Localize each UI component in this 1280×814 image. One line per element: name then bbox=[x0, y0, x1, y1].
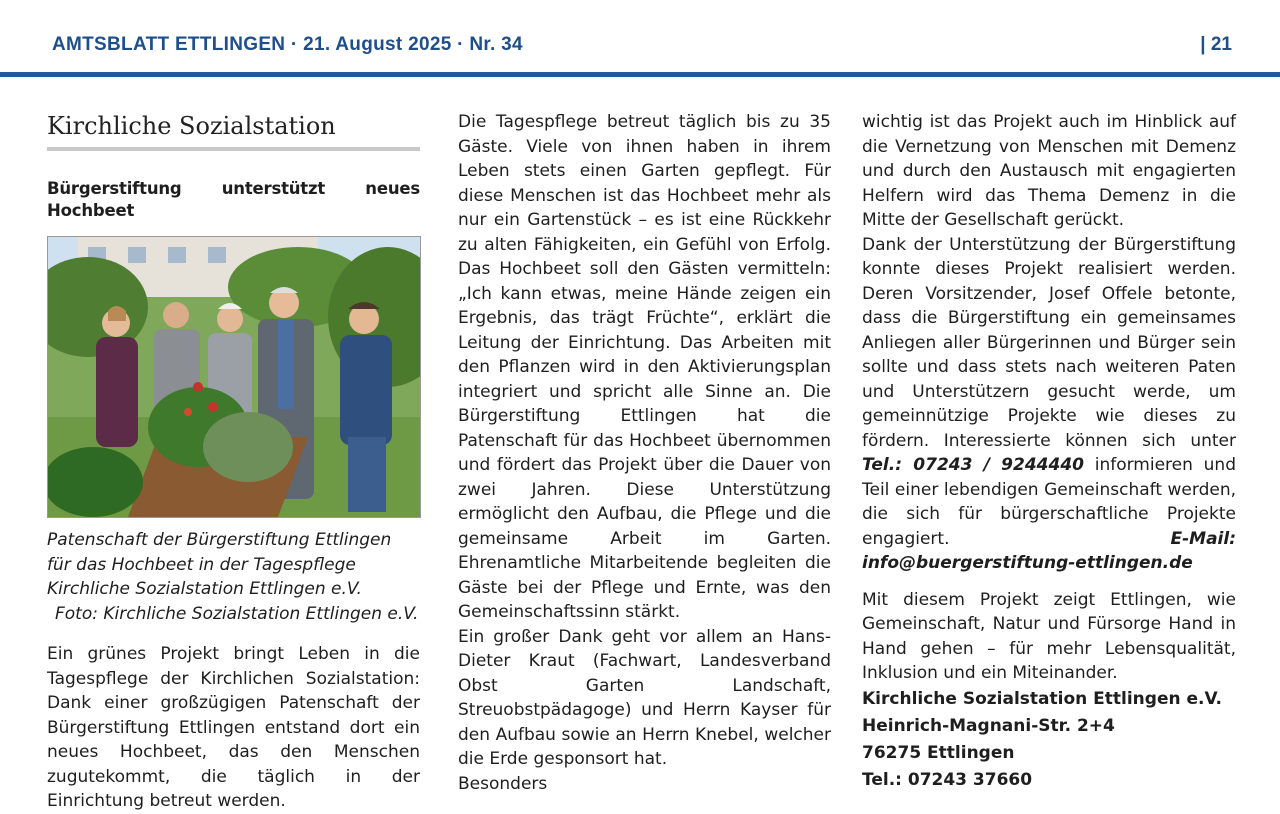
article-headline: Bürgerstiftung unterstützt neues Hochbeet bbox=[47, 179, 420, 220]
header-divider bbox=[0, 72, 1280, 77]
phone-number: Tel.: 07243 / 9244440 bbox=[862, 455, 1084, 475]
article-photo bbox=[47, 236, 421, 518]
address-tel: Tel.: 07243 37660 bbox=[862, 769, 1033, 790]
paragraph-importance-text: Besonders bbox=[458, 773, 548, 794]
contact-address bbox=[862, 686, 1236, 794]
column-1 bbox=[47, 110, 420, 814]
page-number: | 21 bbox=[1200, 34, 1232, 55]
photo-credit: Foto: Kirchliche Sozialstation Ettlingen e.V. bbox=[55, 603, 419, 624]
address-street: Heinrich-Magnani-Str. 2+4 bbox=[862, 715, 1115, 736]
column-2 bbox=[458, 110, 831, 796]
email-address: E-Mail: info@buergerstiftung-ettlingen.de bbox=[862, 528, 1236, 573]
photo-caption bbox=[47, 528, 420, 626]
address-name: Kirchliche Sozialstation Ettlingen e.V. bbox=[862, 688, 1222, 709]
paragraph-thanks: Ein großer Dank geht vor allem an Hans-Dieter Kraut (Fachwart, Landesverband Obst Garten Landschaft, Streuobstpädagoge) und Herrn Kayser für den Aufbau sowie an Herrn Knebel, welcher die Erde gesponsort hat. bbox=[458, 626, 831, 769]
support-text-b: informieren und Teil einer lebendigen Gemeinschaft werden, die sich für bürgerschaftliche Projekte engagiert. bbox=[862, 455, 1236, 549]
group-photo-image bbox=[48, 237, 420, 517]
paragraph-tagespflege: Die Tagespflege betreut täglich bis zu 35 Gäste. Viele von ihnen haben in ihrem Leben stets einen Garten gepflegt. Für diese Menschen ist das Hochbeet mehr als nur ein Gartenstück – es ist eine Rückkehr zu alten Fähigkeiten, ein Gefühl von Erfolg. Das Hochbeet soll den Gästen vermitteln: „Ich kann etwas, meine Hände zeigen ein Ergebnis, das trägt Früchte“, erklärt die Leitung der Einrichtung. Das Arbeiten mit den Pflanzen wird in den Aktivierungsplan integriert und spricht alle Sinne an. Die Bürgerstiftung Ettlingen hat die Patenschaft für das Hochbeet übernommen und fördert das Projekt über die Dauer von zwei Jahren. Diese Unterstützung ermöglicht den Aufbau, die Pflege und die gemeinsame Arbeit im Garten. Ehrenamtliche Mitarbeitende begleiten die Gäste bei der Pflege und Ernte, was den Gemeinschaftssinn stärkt. bbox=[458, 112, 831, 622]
paragraph-intro: Ein grünes Projekt bringt Leben in die Tagespflege der Kirchlichen Sozialstation: Dank einer großzügigen Patenschaft der Bürgerstiftung Ettlingen entstand dort ein neues Hochbeet, das den Menschen zugutekommt, die täglich in der Einrichtung betreut werden. bbox=[47, 644, 420, 811]
paragraph-importance-continued: wichtig ist das Projekt auch im Hinblick auf die Vernetzung von Menschen mit Demenz und durch den Austausch mit engagierten Helfern wird das Thema Demenz in die Mitte der Gesellschaft gerückt. bbox=[862, 112, 1236, 230]
section-title: Kirchliche Sozialstation bbox=[47, 112, 420, 151]
address-city: 76275 Ettlingen bbox=[862, 742, 1015, 763]
paragraph-importance bbox=[458, 772, 831, 797]
publication-info: AMTSBLATT ETTLINGEN · 21. August 2025 · Nr. 34 bbox=[52, 34, 523, 55]
page-header bbox=[0, 0, 1280, 78]
paragraph-closing: Mit diesem Projekt zeigt Ettlingen, wie Gemeinschaft, Natur und Fürsorge Hand in Hand gehen – für mehr Lebensqualität, Inklusion und ein Miteinander. bbox=[862, 589, 1236, 683]
caption-text: Patenschaft der Bürgerstiftung Ettlingen für das Hochbeet in der Tagespflege Kirchliche Sozialstation Ettlingen e.V. bbox=[47, 530, 392, 599]
support-text-a: Dank der Unterstützung der Bürgerstiftung konnte dieses Projekt realisiert werden. Deren Vorsitzender, Josef Offele betonte, dass die Bürgerstiftung ein gemeinsames Anliegen aller Bürgerinnen und Bürger sein sollte und dass stets nach weiteren Paten und Unterstützern gesucht werde, um gemeinnützige Projekte wie dieses zu fördern. Interessierte können sich unter bbox=[862, 234, 1236, 451]
paragraph-support bbox=[862, 233, 1236, 576]
column-3 bbox=[862, 110, 1236, 794]
